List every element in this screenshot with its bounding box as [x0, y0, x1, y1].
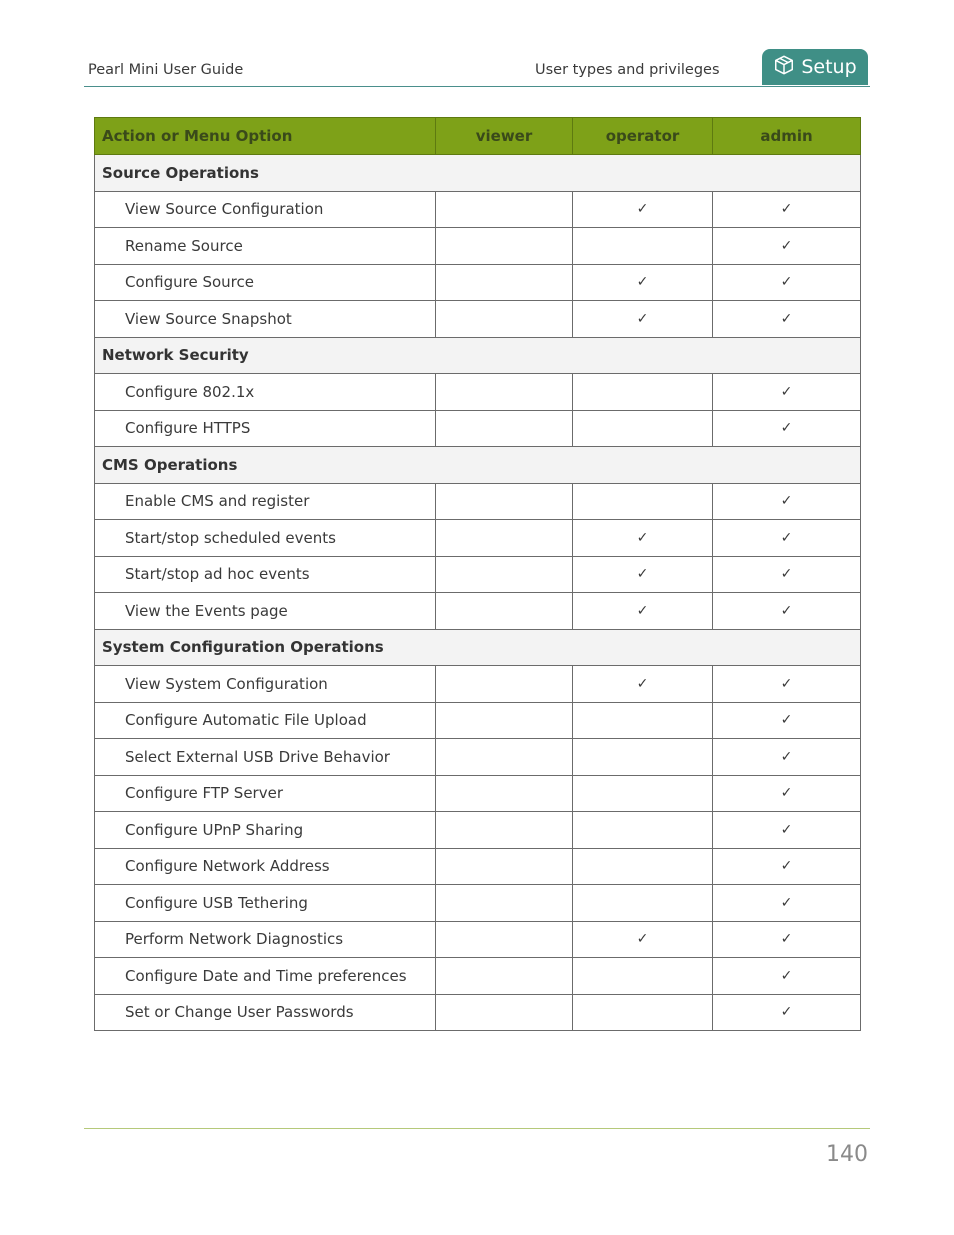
checkmark-icon: ✓	[780, 237, 793, 254]
action-label: Configure FTP Server	[95, 775, 436, 812]
admin-cell	[713, 593, 861, 630]
section-title: CMS Operations	[95, 447, 861, 484]
operator-cell	[573, 264, 713, 301]
action-label: Configure HTTPS	[95, 410, 436, 447]
checkmark-icon: ✓	[780, 821, 793, 838]
table-row	[95, 775, 861, 812]
checkmark-icon: ✓	[780, 383, 793, 400]
cube-icon	[773, 54, 795, 81]
action-label: Enable CMS and register	[95, 483, 436, 520]
table-row	[95, 994, 861, 1031]
action-label: Configure Date and Time preferences	[95, 958, 436, 995]
operator-cell	[573, 666, 713, 703]
viewer-cell	[436, 556, 573, 593]
checkmark-icon: ✓	[636, 566, 649, 583]
checkmark-icon: ✓	[780, 310, 793, 327]
checkmark-icon: ✓	[780, 785, 793, 802]
operator-cell	[573, 228, 713, 265]
action-label: View the Events page	[95, 593, 436, 630]
checkmark-icon: ✓	[780, 967, 793, 984]
action-label: View Source Configuration	[95, 191, 436, 228]
action-label: Start/stop scheduled events	[95, 520, 436, 557]
section-row	[95, 155, 861, 192]
operator-cell	[573, 593, 713, 630]
checkmark-icon: ✓	[636, 602, 649, 619]
action-label: Set or Change User Passwords	[95, 994, 436, 1031]
checkmark-icon: ✓	[780, 748, 793, 765]
admin-cell	[713, 739, 861, 776]
section-row	[95, 629, 861, 666]
viewer-cell	[436, 958, 573, 995]
action-label: Configure USB Tethering	[95, 885, 436, 922]
table-row	[95, 812, 861, 849]
checkmark-icon: ✓	[780, 894, 793, 911]
section-row	[95, 447, 861, 484]
table-row	[95, 666, 861, 703]
table-row	[95, 702, 861, 739]
viewer-cell	[436, 775, 573, 812]
section-title: User types and privileges	[535, 62, 720, 78]
viewer-cell	[436, 374, 573, 411]
table-row	[95, 848, 861, 885]
operator-cell	[573, 556, 713, 593]
viewer-cell	[436, 994, 573, 1031]
admin-cell	[713, 702, 861, 739]
operator-cell	[573, 410, 713, 447]
operator-cell	[573, 483, 713, 520]
operator-cell	[573, 812, 713, 849]
action-label: Configure UPnP Sharing	[95, 812, 436, 849]
table-row	[95, 885, 861, 922]
footer-divider	[84, 1128, 870, 1129]
table-row	[95, 921, 861, 958]
checkmark-icon: ✓	[636, 201, 649, 218]
viewer-cell	[436, 921, 573, 958]
viewer-cell	[436, 264, 573, 301]
privileges-table	[94, 117, 861, 1031]
section-title: Source Operations	[95, 155, 861, 192]
section-title: System Configuration Operations	[95, 629, 861, 666]
action-label: Perform Network Diagnostics	[95, 921, 436, 958]
action-label: Select External USB Drive Behavior	[95, 739, 436, 776]
action-label: Configure Automatic File Upload	[95, 702, 436, 739]
admin-cell	[713, 264, 861, 301]
viewer-cell	[436, 666, 573, 703]
table-row	[95, 410, 861, 447]
action-label: View System Configuration	[95, 666, 436, 703]
viewer-cell	[436, 191, 573, 228]
checkmark-icon: ✓	[780, 931, 793, 948]
viewer-cell	[436, 593, 573, 630]
column-header-viewer: viewer	[436, 118, 573, 155]
viewer-cell	[436, 228, 573, 265]
action-label: Rename Source	[95, 228, 436, 265]
checkmark-icon: ✓	[780, 675, 793, 692]
table-row	[95, 374, 861, 411]
admin-cell	[713, 520, 861, 557]
operator-cell	[573, 374, 713, 411]
table-row	[95, 301, 861, 338]
admin-cell	[713, 483, 861, 520]
checkmark-icon: ✓	[780, 1004, 793, 1021]
action-label: Configure Network Address	[95, 848, 436, 885]
admin-cell	[713, 775, 861, 812]
admin-cell	[713, 191, 861, 228]
checkmark-icon: ✓	[780, 602, 793, 619]
checkmark-icon: ✓	[780, 201, 793, 218]
table-row	[95, 264, 861, 301]
header-divider	[84, 86, 870, 87]
checkmark-icon: ✓	[636, 274, 649, 291]
table-row	[95, 520, 861, 557]
admin-cell	[713, 410, 861, 447]
action-label: View Source Snapshot	[95, 301, 436, 338]
operator-cell	[573, 520, 713, 557]
operator-cell	[573, 702, 713, 739]
column-header-action: Action or Menu Option	[95, 118, 436, 155]
table-row	[95, 593, 861, 630]
setup-tab-label: Setup	[801, 56, 857, 78]
checkmark-icon: ✓	[780, 420, 793, 437]
action-label: Configure 802.1x	[95, 374, 436, 411]
admin-cell	[713, 885, 861, 922]
operator-cell	[573, 775, 713, 812]
admin-cell	[713, 228, 861, 265]
viewer-cell	[436, 812, 573, 849]
operator-cell	[573, 921, 713, 958]
admin-cell	[713, 301, 861, 338]
viewer-cell	[436, 848, 573, 885]
setup-tab[interactable]	[762, 49, 868, 85]
section-title: Network Security	[95, 337, 861, 374]
viewer-cell	[436, 702, 573, 739]
checkmark-icon: ✓	[636, 675, 649, 692]
column-header-operator: operator	[573, 118, 713, 155]
table-row	[95, 556, 861, 593]
page-number: 140	[826, 1142, 868, 1167]
action-label: Configure Source	[95, 264, 436, 301]
table-row	[95, 739, 861, 776]
operator-cell	[573, 191, 713, 228]
viewer-cell	[436, 410, 573, 447]
checkmark-icon: ✓	[780, 493, 793, 510]
viewer-cell	[436, 301, 573, 338]
operator-cell	[573, 739, 713, 776]
checkmark-icon: ✓	[636, 931, 649, 948]
table-row	[95, 228, 861, 265]
viewer-cell	[436, 739, 573, 776]
admin-cell	[713, 958, 861, 995]
admin-cell	[713, 848, 861, 885]
checkmark-icon: ✓	[636, 529, 649, 546]
checkmark-icon: ✓	[780, 529, 793, 546]
operator-cell	[573, 885, 713, 922]
operator-cell	[573, 301, 713, 338]
admin-cell	[713, 374, 861, 411]
viewer-cell	[436, 885, 573, 922]
checkmark-icon: ✓	[780, 274, 793, 291]
admin-cell	[713, 994, 861, 1031]
viewer-cell	[436, 520, 573, 557]
operator-cell	[573, 958, 713, 995]
viewer-cell	[436, 483, 573, 520]
section-row	[95, 337, 861, 374]
checkmark-icon: ✓	[780, 566, 793, 583]
admin-cell	[713, 556, 861, 593]
column-header-admin: admin	[713, 118, 861, 155]
operator-cell	[573, 848, 713, 885]
table-row	[95, 958, 861, 995]
guide-title: Pearl Mini User Guide	[88, 62, 244, 78]
action-label: Start/stop ad hoc events	[95, 556, 436, 593]
table-row	[95, 191, 861, 228]
checkmark-icon: ✓	[636, 310, 649, 327]
admin-cell	[713, 666, 861, 703]
checkmark-icon: ✓	[780, 858, 793, 875]
table-header-row	[95, 118, 861, 155]
admin-cell	[713, 812, 861, 849]
checkmark-icon: ✓	[780, 712, 793, 729]
admin-cell	[713, 921, 861, 958]
operator-cell	[573, 994, 713, 1031]
table-row	[95, 483, 861, 520]
